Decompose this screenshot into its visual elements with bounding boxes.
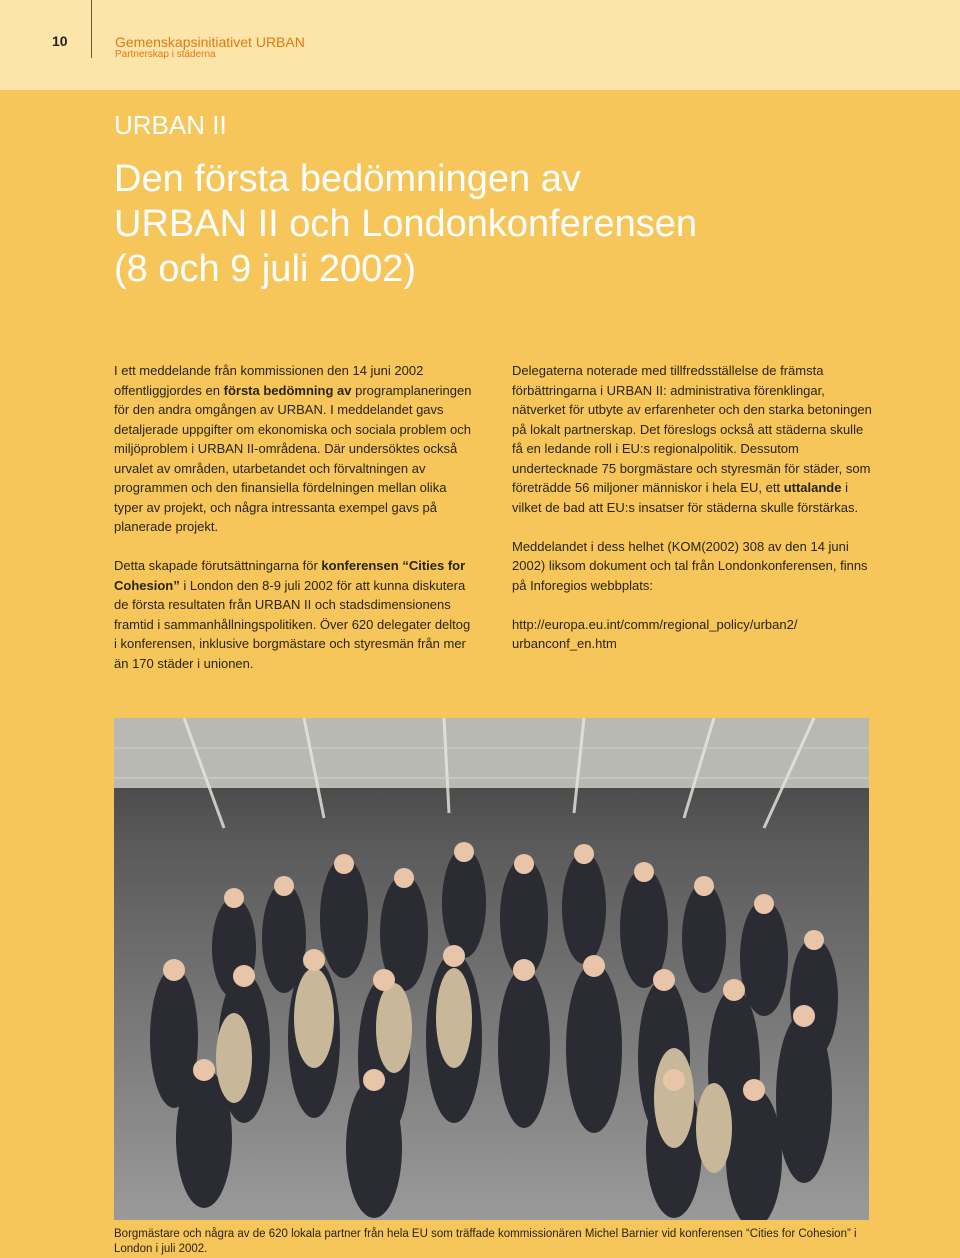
url-line-1[interactable]: http://europa.eu.int/comm/regional_policy/urban2/ — [512, 616, 798, 632]
emphasis-first-assessment: första bedömning av — [223, 382, 352, 398]
header-subtitle: Partnerskap i städerna — [115, 49, 216, 60]
left-paragraph-1 — [114, 361, 474, 537]
left-column — [114, 361, 474, 693]
group-photo — [114, 718, 869, 1220]
text-run: Detta skapade förutsättningarna för — [114, 558, 322, 573]
text-run: programplaneringen för den andra omgången av URBAN. I meddelandet gavs detaljerade uppgifter om ekonomiska och sociala problem och miljöproblem i URBAN II-områdena. Där undersöktes också urvalet av områden, utarbetandet och förvaltningen av programmen och den finansiella fördelningen mellan olika typer av projekt, och några intressanta exempel gavs på planerade projekt. — [114, 382, 472, 534]
emphasis-statement: uttalande — [783, 480, 842, 495]
emphasis-conference-name: konferensen “Cities for Cohesion” — [114, 558, 466, 593]
photo-caption: Borgmästare och några av de 620 lokala partner från hela EU som träffade kommissionären Michel Barnier vid konferensen “Cities for Cohesion” i London i juli 2002. — [114, 1228, 857, 1255]
page-title-line-1: Den första bedömningen av — [114, 158, 581, 200]
text-run: Delegaterna noterade med tillfredsställelse de främsta förbättringarna i URBAN II: administrativa förenklingar, nätverket för utbyte av erfarenheter och den starka betoningen på lokalt partnerskap. Det föreslogs också att städerna skulle få en ledande roll i EU:s regionalpolitik. Dessutom undertecknade 75 borgmästare och styresmän för städer, som företrädde 56 miljoner människor i hela EU, ett — [512, 363, 872, 495]
right-paragraph-2: Meddelandet i dess helhet (KOM(2002) 308 av den 14 juni 2002) liksom dokument och tal från Londonkonferensen, finns på Inforegios webbplats: — [512, 538, 868, 593]
page-number: 10 — [52, 33, 68, 49]
group-photo-image — [114, 718, 869, 1220]
text-run: i London den 8-9 juli 2002 för att kunna diskutera de första resultaten från URBAN II och stadsdimensionens framtid i sammanhållningspolitiken. Över 620 delegater deltog i konferensen, inklusive borgmästare och styresmän från mer än 170 städer i unionen. — [114, 577, 471, 671]
right-column — [512, 361, 872, 673]
page-title-line-2: URBAN II och Londonkonferensen — [114, 203, 698, 245]
header-title: Gemenskapsinitiativet URBAN — [115, 34, 305, 50]
left-paragraph-2 — [114, 556, 474, 673]
page-title — [114, 157, 874, 292]
text-run: I ett meddelande från kommissionen den 14 juni 2002 offentliggjordes en — [114, 363, 424, 398]
page-title-line-3: (8 och 9 juli 2002) — [114, 248, 417, 290]
text-run: i vilket de bad att EU:s insatser för städerna skulle förstärkas. — [512, 480, 859, 515]
header-divider — [91, 0, 92, 58]
inforegio-url[interactable] — [512, 615, 872, 654]
right-paragraph-1 — [512, 361, 872, 517]
url-line-2[interactable]: urbanconf_en.htm — [512, 636, 617, 651]
section-label: URBAN II — [114, 110, 227, 140]
